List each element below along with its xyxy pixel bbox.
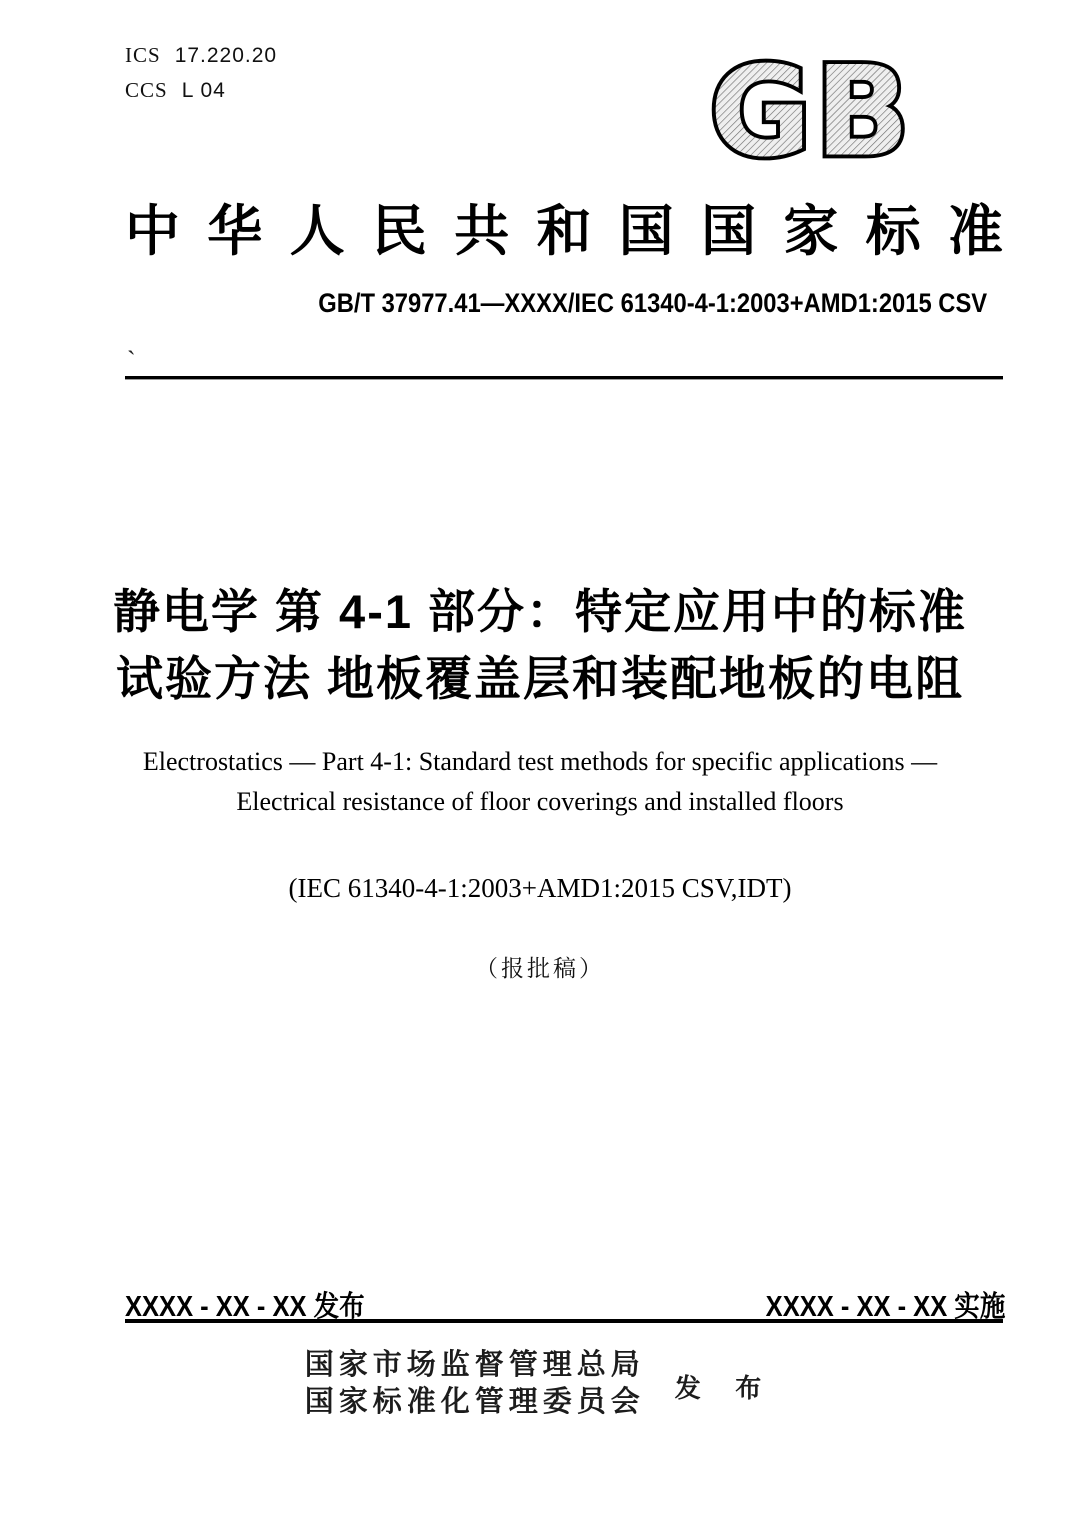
- document-title-en-line1: Electrostatics — Part 4-1: Standard test methods for specific applications —: [142, 747, 938, 776]
- header-rule: [125, 376, 1003, 380]
- classification-codes: [125, 38, 277, 108]
- document-title-en: [0, 742, 1080, 822]
- ics-line: [125, 38, 277, 73]
- ics-value: 17.220.20: [174, 44, 278, 67]
- ccs-label: CCS: [125, 78, 168, 102]
- iec-adoption-note: (IEC 61340-4-1:2003+AMD1:2015 CSV,IDT): [288, 873, 792, 903]
- issuer-line2: 国家标准化管理委员会: [304, 1386, 645, 1418]
- nation-standard-heading: 中华人民共和国国家标准: [125, 201, 1003, 262]
- document-title-cn-line2: 试验方法 地板覆盖层和装配地板的电阻: [115, 652, 965, 705]
- ccs-line: [125, 73, 277, 108]
- document-title-cn: [0, 578, 1080, 712]
- issuer-names: [305, 1347, 645, 1421]
- implement-date: XXXX - XX - XX 实施: [765, 1291, 1005, 1323]
- ics-label: ICS: [125, 43, 161, 67]
- issuer-line1: 国家市场监督管理总局: [304, 1349, 645, 1381]
- ccs-value: L 04: [181, 79, 226, 102]
- gb-logo-text: GB: [709, 52, 914, 170]
- document-title-en-line2: Electrical resistance of floor coverings and installed floors: [236, 787, 844, 816]
- issue-date: XXXX - XX - XX 发布: [125, 1291, 365, 1323]
- draft-stage-note: （报批稿）: [475, 956, 605, 981]
- issuer-block: [0, 1347, 1080, 1421]
- document-title-cn-line1: 静电学 第 4-1 部分：特定应用中的标准: [112, 585, 968, 638]
- footer-rule: [125, 1319, 1003, 1323]
- standard-number: GB/T 37977.41—XXXX/IEC 61340-4-1:2003+AMD1:2015 CSV: [318, 288, 987, 318]
- issuer-action: 发 布: [674, 1373, 776, 1403]
- stray-pen-mark: `: [127, 346, 136, 375]
- gb-logo-icon: [693, 52, 930, 170]
